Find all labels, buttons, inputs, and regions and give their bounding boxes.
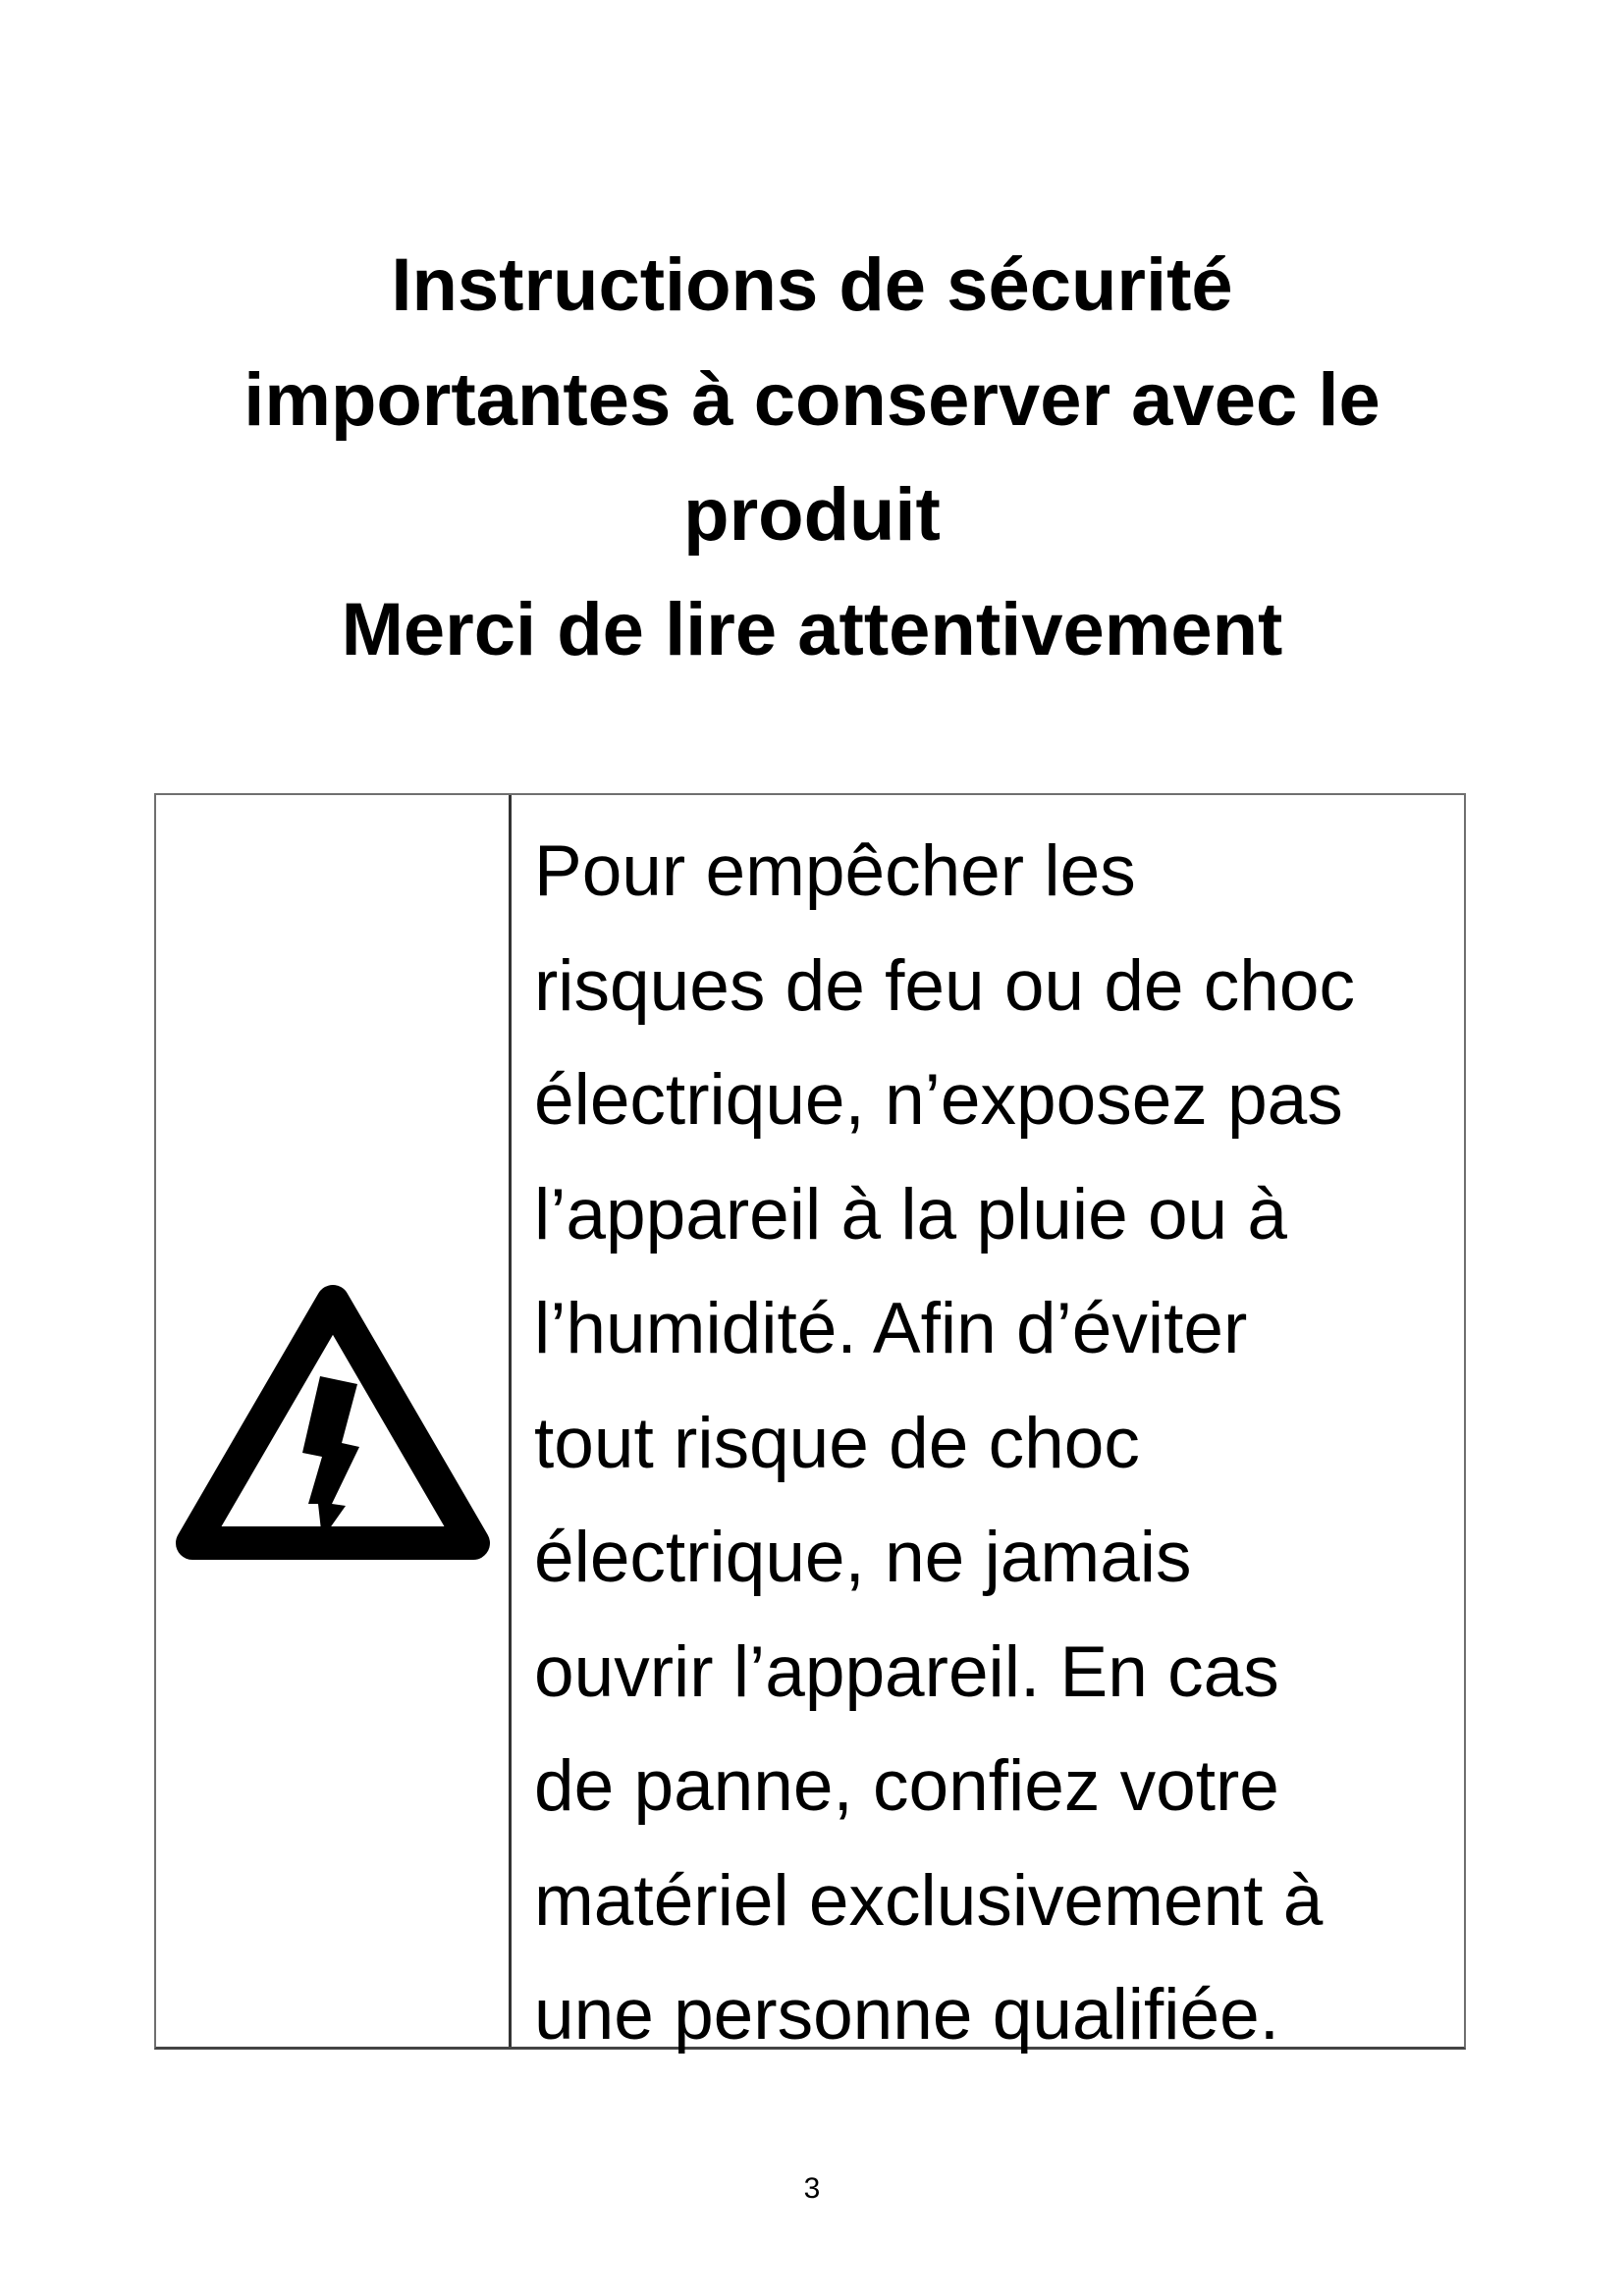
warning-text-line: tout risque de choc bbox=[534, 1403, 1140, 1483]
warning-text-line: l’humidité. Afin d’éviter bbox=[534, 1289, 1248, 1368]
warning-text-line: Pour empêcher les bbox=[534, 831, 1136, 911]
warning-text bbox=[534, 815, 1457, 2073]
title-line: importantes à conserver avec le bbox=[244, 358, 1380, 442]
title-line: produit bbox=[683, 473, 941, 557]
page-number: 3 bbox=[803, 2172, 821, 2205]
page-title bbox=[0, 228, 1624, 687]
electric-shock-warning-icon bbox=[173, 1276, 493, 1561]
title-line: Instructions de sécurité bbox=[391, 243, 1233, 327]
warning-text-line: risques de feu ou de choc bbox=[534, 945, 1356, 1026]
warning-text-line: matériel exclusivement à bbox=[534, 1860, 1324, 1941]
subtitle-line: Merci de lire attentivement bbox=[341, 588, 1283, 671]
warning-text-line: l’appareil à la pluie ou à bbox=[534, 1174, 1288, 1255]
warning-text-line: de panne, confiez votre bbox=[534, 1746, 1279, 1826]
safety-warning-table bbox=[154, 793, 1466, 2055]
warning-icon-cell bbox=[156, 795, 512, 2047]
warning-text-line: ouvrir l’appareil. En cas bbox=[534, 1631, 1279, 1712]
warning-text-line: une personne qualifiée. bbox=[534, 1975, 1279, 2055]
warning-text-line: électrique, ne jamais bbox=[534, 1518, 1192, 1597]
warning-text-line: électrique, n’exposez pas bbox=[534, 1060, 1343, 1140]
